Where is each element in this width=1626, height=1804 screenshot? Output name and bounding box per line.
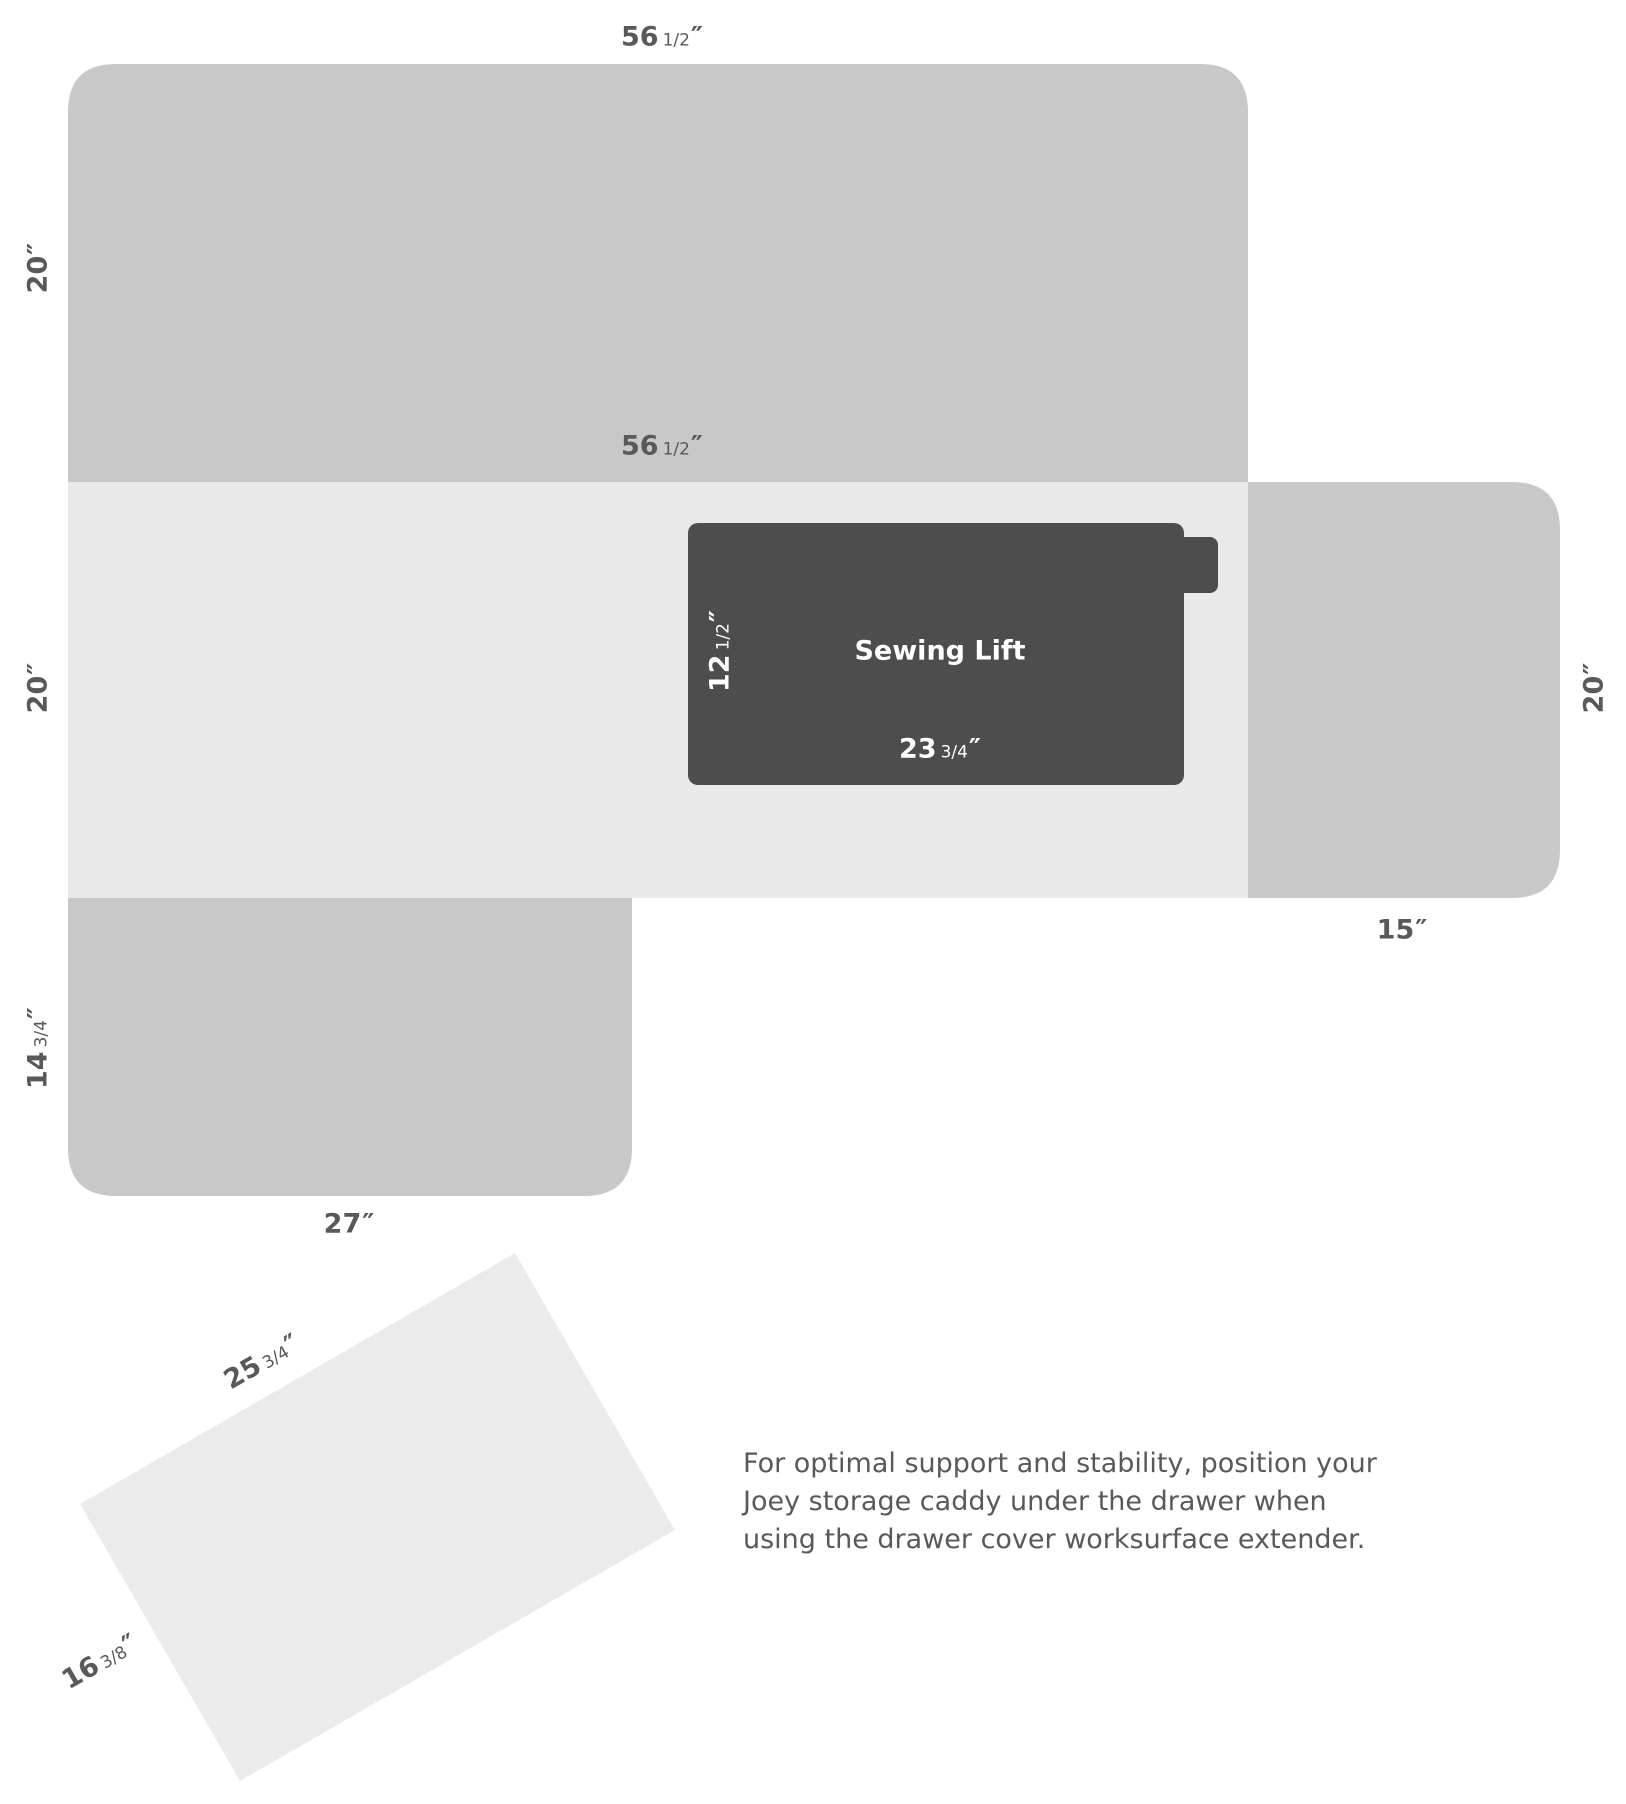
middle-width-label: 56 1/2″ (620, 430, 704, 462)
right-width-label: 15″ (1376, 914, 1428, 946)
lift-width-label: 23 3/4″ (898, 733, 982, 765)
bottom-height-label: 143/4″ (22, 1006, 54, 1090)
drawer-cover-extender (80, 1253, 675, 1781)
top-width-label: 56 1/2″ (620, 21, 704, 53)
extender-width-label: 163/8″ (56, 1628, 144, 1696)
sewing-lift-tab (1176, 537, 1218, 593)
top-height-label: 20″ (22, 242, 54, 294)
lift-height-label: 121/2″ (704, 609, 736, 693)
extender-length-label: 253/4″ (218, 1328, 306, 1396)
bottom-width-label: 27″ (323, 1208, 375, 1240)
caption-text: For optimal support and stability, position your Joey storage caddy under the drawer when using the drawer cover worksurface extender. (743, 1448, 1377, 1555)
top-panel (68, 64, 1248, 482)
right-panel (1248, 482, 1560, 898)
middle-height-label: 20″ (22, 662, 54, 714)
right-height-label: 20″ (1578, 662, 1610, 714)
sewing-lift-label: Sewing Lift (854, 635, 1026, 667)
bottom-left-panel (68, 898, 632, 1196)
